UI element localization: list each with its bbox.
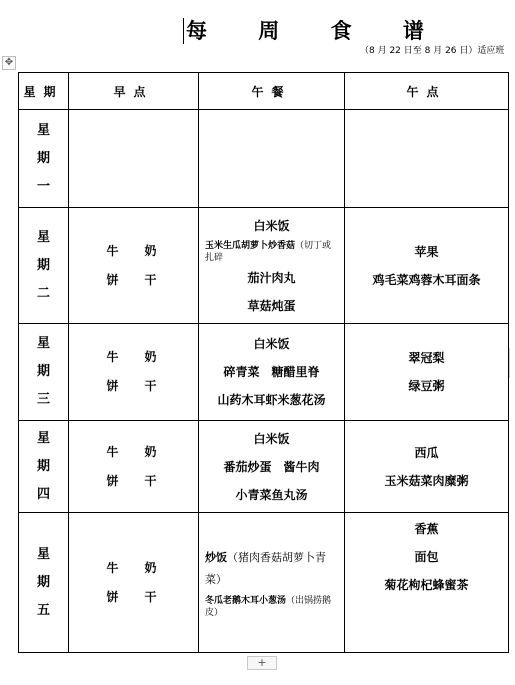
snack-cell-thursday[interactable] <box>345 421 509 513</box>
day-char: 期 <box>36 150 50 166</box>
breakfast-item: 牛奶 <box>106 243 183 258</box>
snack-item: 香蕉 <box>414 522 439 536</box>
day-char: 期 <box>36 574 50 590</box>
breakfast-cell-wednesday[interactable] <box>69 324 199 421</box>
weekly-menu-table <box>18 72 509 653</box>
snack-cell-wednesday[interactable] <box>345 324 509 421</box>
lunch-cell-thursday[interactable] <box>199 421 345 513</box>
snack-item: 玉米菇菜肉糜粥 <box>384 473 469 488</box>
lunch-item: 山药木耳虾米葱花汤 <box>217 393 326 407</box>
page-title: 每 周 食 谱 <box>186 18 446 43</box>
day-char: 星 <box>36 122 50 138</box>
breakfast-cell-friday[interactable] <box>69 513 199 653</box>
lunch-item: 白米饭 <box>253 218 290 233</box>
table-row-friday <box>19 513 509 653</box>
day-cell-wednesday <box>19 324 69 421</box>
day-char: 星 <box>36 336 50 351</box>
table-row-tuesday <box>19 208 509 324</box>
lunch-cell-tuesday[interactable] <box>199 208 345 324</box>
day-char: 期 <box>36 364 50 379</box>
snack-item: 西瓜 <box>414 445 439 460</box>
snack-item: 翠冠梨 <box>408 351 445 365</box>
table-row-thursday <box>19 421 509 513</box>
day-char: 一 <box>36 178 50 194</box>
lunch-item: 碎青菜 糖醋里脊 <box>223 365 320 379</box>
snack-item: 鸡毛菜鸡蓉木耳面条 <box>372 272 481 287</box>
table-row-wednesday <box>19 324 509 421</box>
lunch-soup-note: （出锅捞鹅皮） <box>205 595 332 618</box>
day-cell-thursday <box>19 421 69 513</box>
day-char: 星 <box>36 229 50 245</box>
header-row <box>19 73 509 110</box>
table-move-handle-icon[interactable]: ✥ <box>2 56 16 70</box>
day-char: 五 <box>36 602 50 618</box>
lunch-item: 白米饭 <box>253 431 290 446</box>
lunch-main-dish <box>199 547 344 591</box>
breakfast-item: 饼干 <box>106 379 183 393</box>
lunch-detail <box>199 240 344 264</box>
snack-cell-tuesday[interactable] <box>345 208 509 324</box>
lunch-detail-note: （切丁或扎碎 <box>205 240 332 263</box>
lunch-main-dish-note: （猪肉香菇胡萝卜青菜） <box>205 550 326 586</box>
table-row-monday <box>19 110 509 208</box>
breakfast-item: 牛奶 <box>106 444 183 459</box>
snack-cell-monday[interactable] <box>345 110 509 208</box>
column-resize-handle[interactable] <box>509 348 515 378</box>
day-char: 期 <box>36 458 50 474</box>
snack-item: 苹果 <box>414 244 439 259</box>
lunch-main-dish-name: 炒饭 <box>205 550 227 564</box>
header-weekday: 星期 <box>19 73 69 110</box>
breakfast-cell-thursday[interactable] <box>69 421 199 513</box>
lunch-item: 白米饭 <box>253 337 290 351</box>
day-char: 期 <box>36 257 50 273</box>
lunch-cell-wednesday[interactable] <box>199 324 345 421</box>
day-char: 星 <box>36 430 50 446</box>
lunch-item: 茄汁肉丸 <box>247 270 296 285</box>
lunch-detail-main: 玉米生瓜胡萝卜炒香菇 <box>205 240 296 251</box>
day-cell-friday <box>19 513 69 653</box>
breakfast-item: 牛奶 <box>106 350 183 364</box>
day-cell-tuesday <box>19 208 69 324</box>
lunch-cell-monday[interactable] <box>199 110 345 208</box>
snack-item: 绿豆粥 <box>408 379 445 393</box>
snack-item: 面包 <box>414 550 439 564</box>
breakfast-item: 饼干 <box>106 272 183 287</box>
text-cursor <box>183 18 184 44</box>
breakfast-cell-monday[interactable] <box>69 110 199 208</box>
day-char: 三 <box>36 392 50 407</box>
add-row-button[interactable]: + <box>247 656 277 670</box>
date-range-subtitle: （8 月 22 日至 8 月 26 日）适应班 <box>360 46 505 56</box>
snack-item: 菊花枸杞蜂蜜茶 <box>384 578 469 592</box>
day-char: 二 <box>36 285 50 301</box>
day-cell-monday <box>19 110 69 208</box>
breakfast-cell-tuesday[interactable] <box>69 208 199 324</box>
lunch-cell-friday[interactable] <box>199 513 345 653</box>
snack-cell-friday[interactable] <box>345 513 509 653</box>
header-breakfast: 早点 <box>69 73 199 110</box>
day-char: 四 <box>36 486 50 502</box>
lunch-item: 小青菜鱼丸汤 <box>235 487 308 502</box>
breakfast-item: 饼干 <box>106 589 183 604</box>
lunch-soup-name: 冬瓜老鹅木耳小葱汤 <box>205 595 287 606</box>
breakfast-item: 饼干 <box>106 473 183 488</box>
breakfast-item: 牛奶 <box>106 560 183 575</box>
day-char: 星 <box>36 546 50 562</box>
header-lunch: 午餐 <box>199 73 345 110</box>
lunch-soup <box>199 595 344 619</box>
lunch-item: 番茄炒蛋 酱牛肉 <box>223 459 320 474</box>
lunch-item: 草菇炖蛋 <box>247 298 296 313</box>
header-snack: 午点 <box>345 73 509 110</box>
